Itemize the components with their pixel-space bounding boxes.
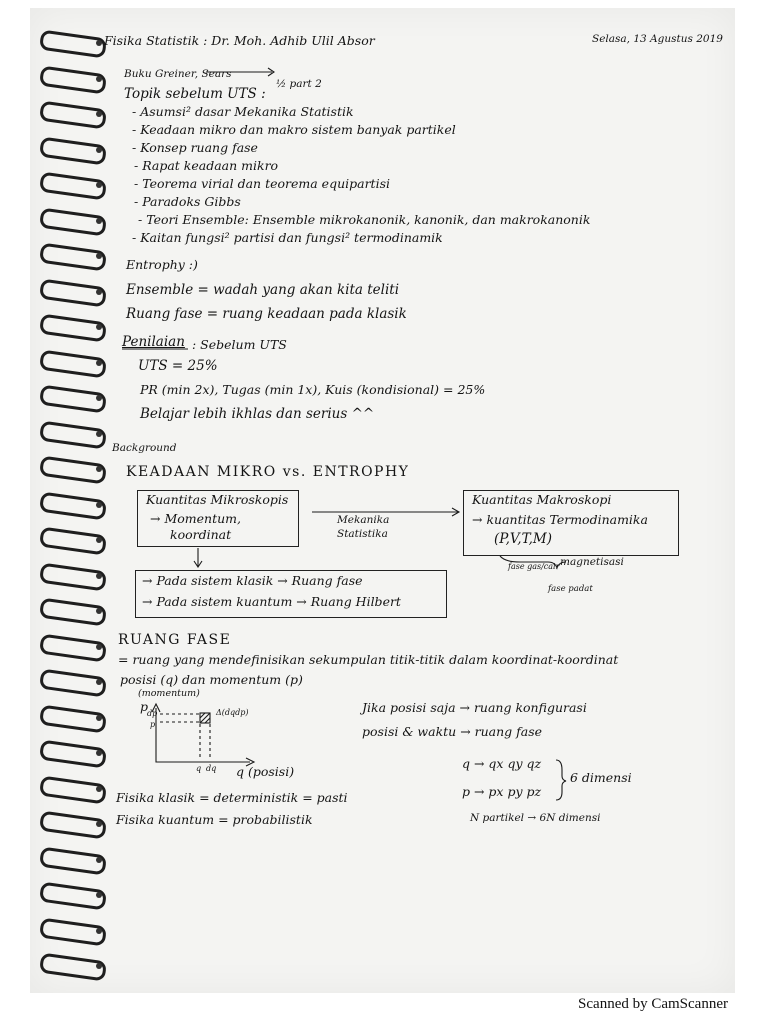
topic-item: - Kaitan fungsi² partisi dan fungsi² termodinamik: [132, 230, 443, 245]
assessment-note: Belajar lebih ikhlas dan serius ^^: [140, 406, 375, 422]
macro-box-line1: Kuantitas Makroskopi: [472, 492, 612, 507]
topics-title: Topik sebelum UTS :: [124, 86, 266, 102]
topic-item: - Teorema virial dan teorema equipartisi: [134, 176, 390, 191]
macro-box-line3: (P,V,T,M): [494, 531, 552, 547]
topic-item: - Keadaan mikro dan makro sistem banyak partikel: [132, 122, 456, 137]
diagram-p-value: p: [150, 720, 156, 729]
micro-box-line3: koordinat: [170, 527, 232, 542]
phase-space-note: posisi & waktu → ruang fase: [362, 724, 543, 739]
assessment-pr: PR (min 2x), Tugas (min 1x), Kuis (kondisional) = 25%: [140, 382, 486, 397]
config-space-note: Jika posisi saja → ruang konfigurasi: [362, 700, 587, 715]
phase-cell-hatch: [200, 713, 210, 723]
scanner-watermark: Scanned by CamScanner: [578, 996, 728, 1012]
coords-dimension: 6 dimensi: [570, 770, 632, 785]
label-fase-gas: fase gas/cair: [508, 562, 560, 571]
entropy-note: Entrophy :): [126, 257, 198, 272]
course-title: Fisika Statistik : Dr. Moh. Adhib Ulil Absor: [104, 33, 375, 48]
system-box-line1: → Pada sistem klasik → Ruang fase: [142, 573, 363, 588]
arrow-label-line2: Statistika: [337, 528, 388, 540]
topic-item: - Teori Ensemble: Ensemble mikrokanonik, kanonik, dan makrokanonik: [138, 212, 591, 227]
arrow-label-line1: Mekanika: [337, 514, 390, 526]
system-box-line2: → Pada sistem kuantum → Ruang Hilbert: [142, 594, 401, 609]
assessment-uts: UTS = 25%: [138, 358, 218, 374]
coords-p-line: p → px py pz: [462, 784, 542, 799]
coords-brace: [556, 760, 566, 800]
micro-box-line2: → Momentum,: [150, 511, 241, 526]
label-fase-padat: fase padat: [548, 584, 593, 594]
classical-physics-note: Fisika klasik = deterministik = pasti: [116, 790, 348, 805]
diagram-p-axis-label: p: [140, 699, 149, 714]
macro-box-line2: → kuantitas Termodinamika: [472, 512, 648, 527]
diagram-dq-label: dq: [206, 764, 217, 773]
micro-box-line1: Kuantitas Mikroskopis: [146, 492, 289, 507]
background-heading: KEADAAN MIKRO vs. ENTROPHY: [126, 464, 410, 480]
ensemble-definition: Ensemble = wadah yang akan kita teliti: [126, 282, 400, 298]
phase-axes: [156, 708, 250, 762]
coords-n-particles: N partikel → 6N dimensi: [470, 812, 601, 824]
books-note: ½ part 2: [276, 78, 322, 90]
assessment-subtitle: : Sebelum UTS: [192, 337, 287, 352]
phase-space-heading: RUANG FASE: [118, 632, 232, 648]
note-date: Selasa, 13 Agustus 2019: [592, 33, 723, 45]
diagram-momentum-label: (momentum): [138, 688, 200, 699]
phase-space-def-line1: = ruang yang mendefinisikan sekumpulan titik-titik dalam koordinat-koordinat: [118, 652, 619, 667]
topic-item: - Konsep ruang fase: [132, 140, 258, 155]
macro-brace: [500, 556, 566, 568]
books-line: Buku Greiner, Sears: [124, 68, 232, 80]
coords-q-line: q → qx qy qz: [462, 756, 542, 771]
phase-space-def-line2: posisi (q) dan momentum (p): [120, 672, 303, 687]
label-magnetisasi: magnetisasi: [560, 556, 624, 568]
diagram-q-axis-label: q (posisi): [236, 764, 295, 779]
phase-space-definition: Ruang fase = ruang keadaan pada klasik: [126, 306, 407, 322]
assessment-title: Penilaian: [122, 334, 185, 350]
topic-item: - Paradoks Gibbs: [134, 194, 241, 209]
diagram-area-label: Δ(dqdp): [216, 708, 249, 717]
diagram-dp-label: dp: [147, 709, 158, 718]
diagram-q-value: q: [196, 764, 202, 773]
quantum-physics-note: Fisika kuantum = probabilistik: [116, 812, 313, 827]
background-label: Background: [112, 442, 177, 454]
topic-item: - Rapat keadaan mikro: [134, 158, 279, 173]
topic-item: - Asumsi² dasar Mekanika Statistik: [132, 104, 354, 119]
